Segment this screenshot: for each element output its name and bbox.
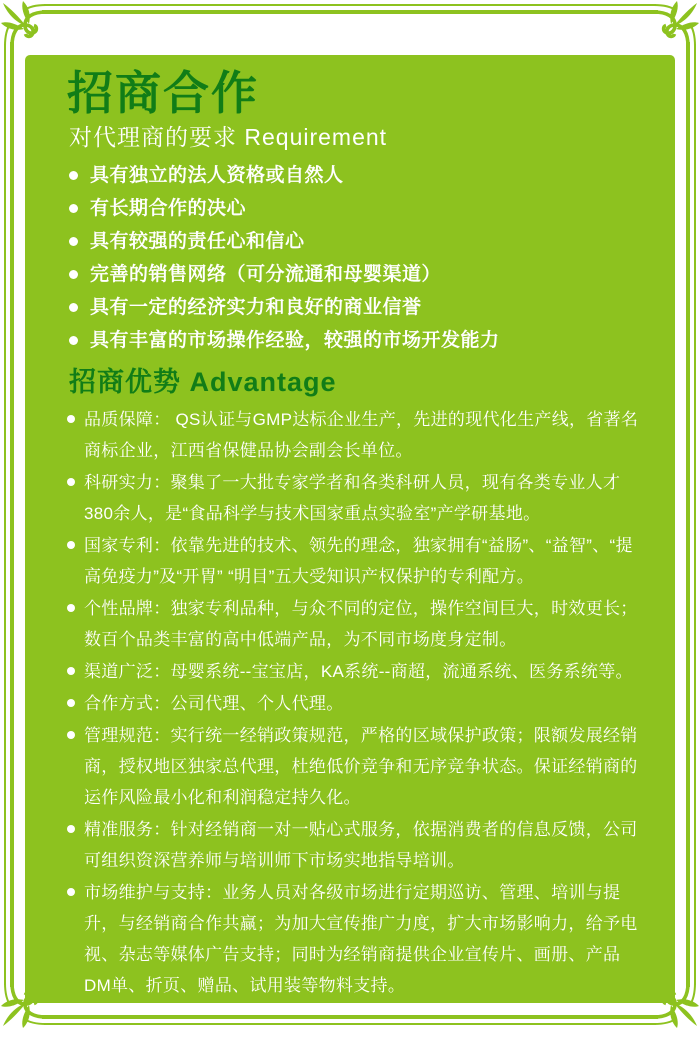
- advantage-text: 个性品牌：独家专利品种，与众不同的定位，操作空间巨大，时效更长；数百个品类丰富的高中低端产品，为不同市场度身定制。: [84, 599, 638, 649]
- requirements-list: [69, 166, 647, 351]
- bullet-icon: [69, 237, 78, 246]
- requirement-text: 完善的销售网络（可分流通和母婴渠道）: [90, 264, 442, 285]
- advantage-item: [67, 593, 647, 655]
- content-panel: [25, 55, 675, 1003]
- bullet-icon: [67, 478, 75, 486]
- advantage-text: 合作方式：公司代理、个人代理。: [84, 694, 344, 713]
- requirement-text: 具有较强的责任心和信心: [90, 231, 305, 252]
- advantage-text: 管理规范：实行统一经销政策规范，严格的区域保护政策；限额发展经销商，授权地区独家总代理，杜绝低价竞争和无序竞争状态。保证经销商的 运作风险最小化和利润稳定持久化。: [84, 726, 638, 807]
- bullet-icon: [67, 415, 75, 423]
- advantage-text: 品质保障： QS认证与GMP达标企业生产，先进的现代化生产线，省著名商标企业，江西省保健品协会副会长单位。: [84, 410, 639, 460]
- advantage-item: [67, 814, 647, 876]
- advantage-item: [67, 404, 647, 466]
- advantage-item: [67, 467, 647, 529]
- advantages-heading: 招商优势 Advantage: [69, 367, 337, 397]
- advantage-text: 国家专利：依靠先进的技术、领先的理念，独家拥有“益肠”、“益智”、“提高免疫力”及“开胃” “明目”五大受知识产权保护的专利配方。: [84, 536, 633, 586]
- bullet-icon: [67, 667, 75, 675]
- requirement-text: 具有一定的经济实力和良好的商业信誉: [90, 297, 422, 318]
- bullet-icon: [69, 171, 78, 180]
- advantage-text: 渠道广泛：母婴系统--宝宝店，KA系统--商超，流通系统、医务系统等。: [84, 662, 633, 681]
- advantage-text: 精准服务：针对经销商一对一贴心式服务，依据消费者的信息反馈，公司可组织资深营养师与培训师下市场实地指导培训。: [84, 820, 638, 870]
- requirement-item: [69, 166, 647, 186]
- advantages-list: [67, 404, 647, 1001]
- bullet-icon: [69, 336, 78, 345]
- requirement-text: 具有丰富的市场操作经验，较强的市场开发能力: [90, 330, 500, 351]
- bullet-icon: [69, 303, 78, 312]
- requirement-item: [69, 298, 647, 318]
- bullet-icon: [67, 731, 75, 739]
- advantage-item: [67, 877, 647, 1001]
- advantage-text: 科研实力：聚集了一大批专家学者和各类科研人员，现有各类专业人才380余人，是“食品科学与技术国家重点实验室”产学研基地。: [84, 473, 621, 523]
- bullet-icon: [69, 204, 78, 213]
- requirement-item: [69, 199, 647, 219]
- bullet-icon: [67, 888, 75, 896]
- advantage-item: [67, 688, 647, 719]
- bullet-icon: [67, 604, 75, 612]
- bullet-icon: [69, 270, 78, 279]
- page-title: 招商合作: [67, 67, 259, 119]
- requirement-text: 具有独立的法人资格或自然人: [90, 165, 344, 186]
- requirement-item: [69, 265, 647, 285]
- advantage-item: [67, 656, 647, 687]
- requirements-heading: 对代理商的要求 Requirement: [69, 124, 388, 150]
- advantage-item: [67, 530, 647, 592]
- advantage-text: 市场维护与支持：业务人员对各级市场进行定期巡访、管理、培训与提升，与经销商合作共赢；为加大宣传推广力度，扩大市场影响力，给予电视、杂志等媒体广告支持；同时为经销商提供企业宣传片、画册、产品DM单、折页、赠品、试用装等物料支持。: [84, 883, 638, 995]
- bullet-icon: [67, 825, 75, 833]
- requirement-text: 有长期合作的决心: [90, 198, 247, 219]
- requirement-item: [69, 232, 647, 252]
- bullet-icon: [67, 699, 75, 707]
- advantage-item: [67, 720, 647, 813]
- requirement-item: [69, 331, 647, 351]
- bullet-icon: [67, 541, 75, 549]
